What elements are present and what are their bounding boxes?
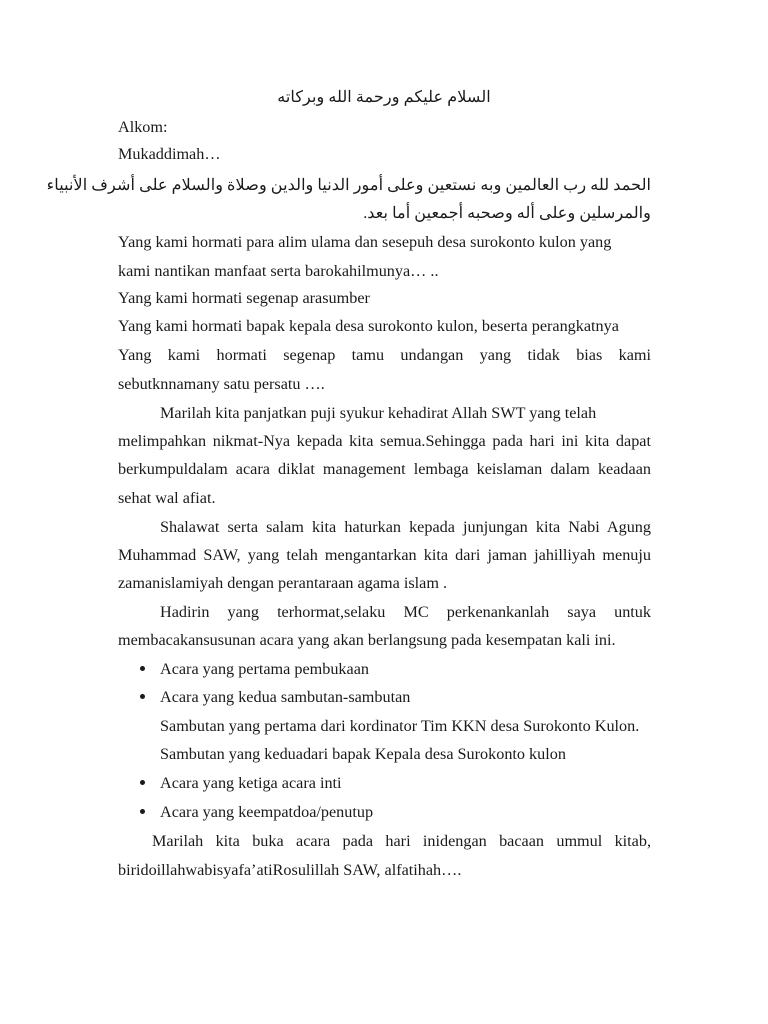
shalawat-line-3: zamanislamiyah dengan perantaraan agama islam .: [118, 574, 447, 592]
respect-line-2: kami nantikan manfaat serta barokahilmunya… ..: [118, 262, 439, 280]
sambutan-item-1: Sambutan yang pertama dari kordinator Tim KKN desa Surokonto Kulon.: [160, 717, 640, 735]
closing-line-1: Marilah kita buka acara pada hari inidengan bacaan ummul kitab,: [152, 832, 651, 850]
respect-line-4: Yang kami hormati bapak kepala desa surokonto kulon, beserta perangkatnya: [118, 317, 619, 335]
agenda-item-1: Acara yang pertama pembukaan: [160, 660, 369, 678]
shalawat-line-1: Shalawat serta salam kita haturkan kepada junjungan kita Nabi Agung: [160, 518, 651, 536]
bullet-dot: [140, 809, 145, 814]
syukur-line-3: berkumpuldalam acara diklat management lembaga keislaman dalam keadaan: [118, 460, 651, 478]
arabic-opening-line-1: الحمد لله رب العالمين وبه نستعين وعلى أمور الدنيا والدين وصلاة والسلام على أشرف الأنبياء: [46, 176, 651, 194]
shalawat-line-2: Muhammad SAW, yang telah mengantarkan kita dari jaman jahilliyah menuju: [118, 546, 651, 564]
respect-line-3: Yang kami hormati segenap arasumber: [118, 289, 370, 307]
mukaddimah-label: Mukaddimah…: [118, 145, 221, 163]
bullet-dot: [140, 780, 145, 785]
sambutan-item-2: Sambutan yang keduadari bapak Kepala desa Surokonto kulon: [160, 745, 566, 763]
respect-line-5: Yang kami hormati segenap tamu undangan yang tidak bias kami: [118, 346, 651, 364]
closing-line-2: biridoillahwabisyafa’atiRosulillah SAW, alfatihah….: [118, 861, 462, 879]
arabic-opening-line-2: والمرسلين وعلى أله وصحبه أجمعين أما بعد.: [363, 204, 651, 222]
syukur-line-2: melimpahkan nikmat-Nya kepada kita semua.Sehingga pada hari ini kita dapat: [118, 432, 651, 450]
hadirin-line-1: Hadirin yang terhormat,selaku MC perkenankanlah saya untuk: [160, 603, 651, 621]
respect-line-1: Yang kami hormati para alim ulama dan sesepuh desa surokonto kulon yang: [118, 233, 612, 251]
alkom-label: Alkom:: [118, 118, 168, 136]
syukur-line-1: Marilah kita panjatkan puji syukur kehadirat Allah SWT yang telah: [160, 404, 597, 422]
agenda-item-3: Acara yang ketiga acara inti: [160, 774, 342, 792]
agenda-item-4: Acara yang keempatdoa/penutup: [160, 803, 374, 821]
respect-line-6: sebutknnamany satu persatu ….: [118, 375, 325, 393]
bullet-dot: [140, 666, 145, 671]
syukur-line-4: sehat wal afiat.: [118, 489, 216, 507]
salam-title: السلام عليكم ورحمة الله وبركاته: [277, 88, 491, 106]
bullet-dot: [140, 694, 145, 699]
hadirin-line-2: membacakansusunan acara yang akan berlangsung pada kesempatan kali ini.: [118, 631, 616, 649]
agenda-item-2: Acara yang kedua sambutan-sambutan: [160, 688, 411, 706]
